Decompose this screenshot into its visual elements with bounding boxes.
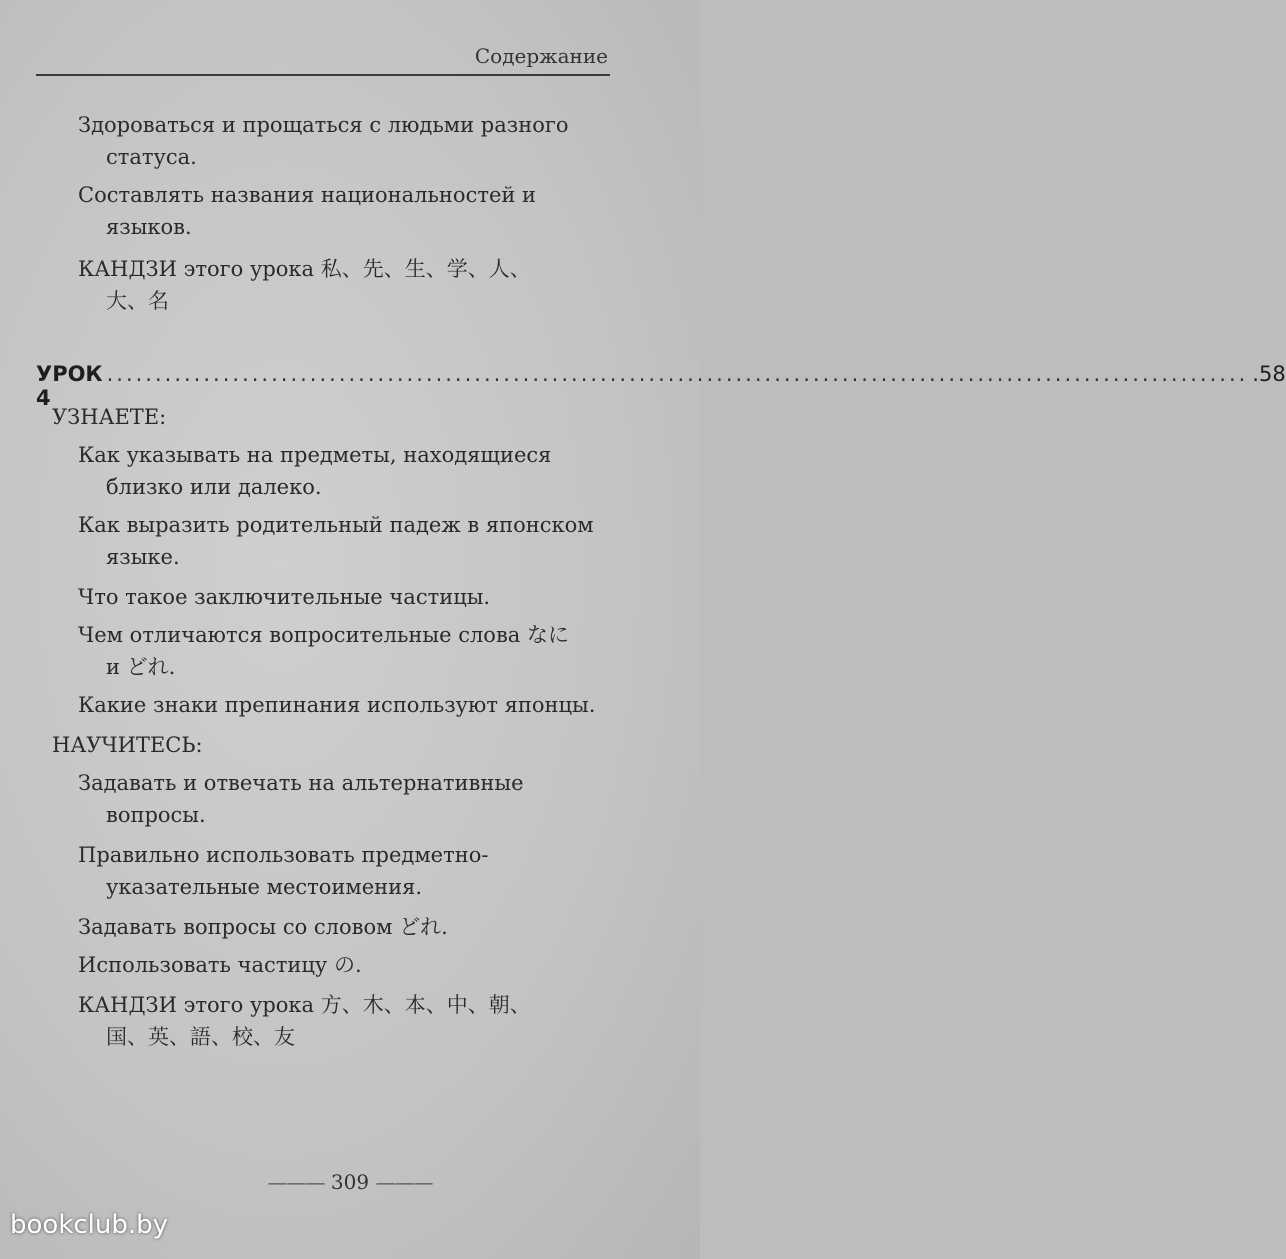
footer-rule-right: ——— [375,1170,433,1194]
section-heading-skills: НАУЧИТЕСЬ: [52,733,203,757]
kanji-characters: 大、名 [106,289,169,313]
list-item-line: Какие знаки препинания используют японцы. [78,693,596,717]
kanji-label: КАНДЗИ этого урока [78,993,315,1017]
list-item-line: языке. [106,545,180,569]
list-item-line: языков. [106,215,192,239]
toc-entry-lesson-4[interactable] [36,362,1286,410]
list-item-line: Чем отличаются вопросительные слова なに [78,623,569,647]
lesson-title: УРОК 4 [36,362,103,410]
kanji-characters: 国、英、語、校、友 [106,1025,295,1049]
kanji-characters: 方、木、本、中、朝、 [320,993,531,1017]
list-item-line: вопросы. [106,803,206,827]
list-item-line: Здороваться и прощаться с людьми разного [78,113,569,137]
watermark-logo: bookclub.by [10,1210,169,1240]
running-header: Содержание [474,44,608,68]
list-item-line: Что такое заключительные частицы. [78,585,491,609]
list-item-line: Как выразить родительный падеж в японском [78,513,594,537]
kanji-list-line [78,990,531,1020]
list-item-line: близко или далеко. [106,475,322,499]
header-rule [36,74,610,76]
list-item-line: Использовать частицу の. [78,953,362,977]
list-item-line: и どれ. [106,655,176,679]
section-heading-learn: УЗНАЕТЕ: [52,405,167,429]
kanji-list-line [78,254,531,284]
list-item-line: Задавать и отвечать на альтернативные [78,771,524,795]
list-item-line: Задавать вопросы со словом どれ. [78,915,448,939]
footer-rule-left: ——— [267,1170,325,1194]
page-footer [0,1170,700,1194]
page-number: 309 [330,1170,370,1194]
list-item-line: Правильно использовать предметно- [78,843,489,867]
list-item-line: статуса. [106,145,197,169]
kanji-label: КАНДЗИ этого урока [78,257,315,281]
list-item-line: указательные местоимения. [106,875,423,899]
lesson-page-number: .58 [1252,362,1286,386]
list-item-line: Составлять названия национальностей и [78,183,537,207]
kanji-characters: 私、先、生、学、人、 [320,257,531,281]
leader-dots: ...................................................................................................................... [106,362,1249,386]
list-item-line: Как указывать на предметы, находящиеся [78,443,552,467]
